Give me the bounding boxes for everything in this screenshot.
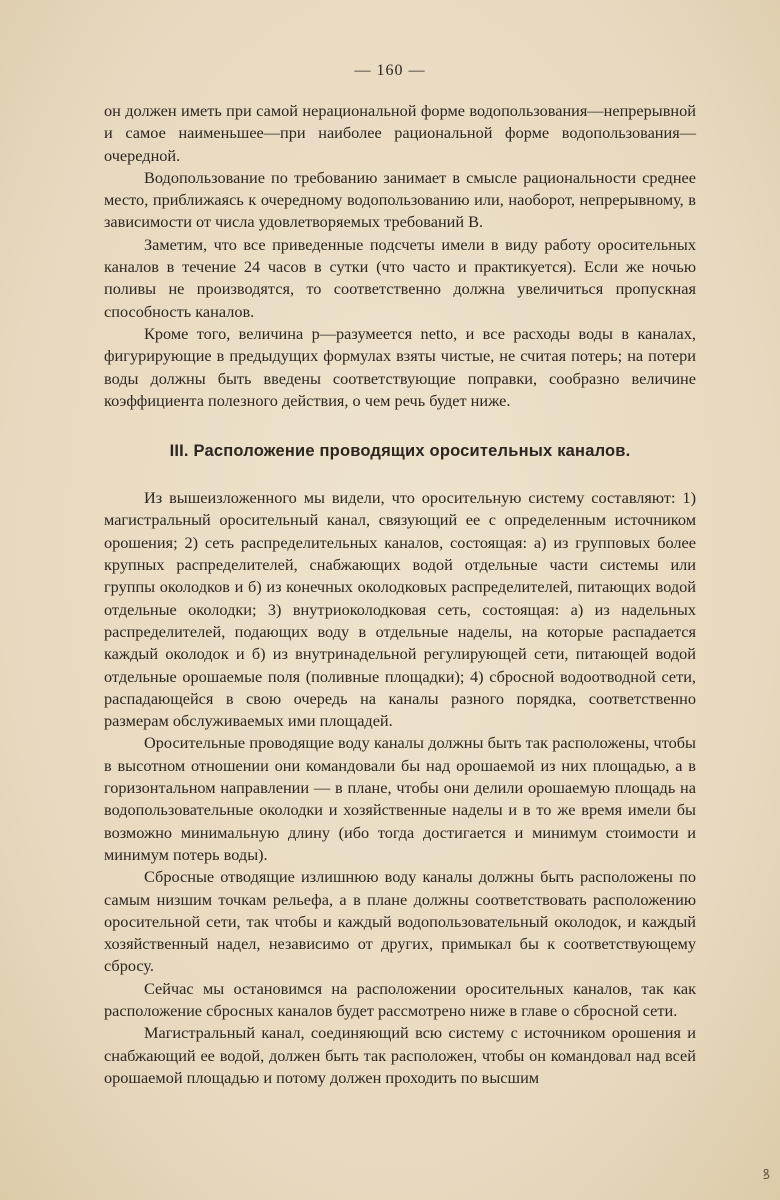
- paragraph-7: Сбросные отводящие излишнюю воду каналы должны быть расположены по самым низшим точкам рельефа, а в плане должны соответствовать расположению оросительной сети, так чтобы и каждый водопользовательный околодок, и каждый хозяйственный надел, независимо от других, примыкал бы к соответствующему сбросу.: [104, 867, 696, 976]
- paragraph-3: Заметим, что все приведенные подсчеты имели в виду работу оросительных каналов в течение 24 часов в сутки (что часто и практикуется). Если же ночью поливы не производятся, то соответственно должна увеличиться пропускная способность каналов.: [104, 234, 696, 321]
- paragraph-9: Магистральный канал, соединяющий всю систему с источником орошения и снабжающий ее водой, должен быть так расположен, чтобы он командовал над всей орошаемой площадью и потому должен проходить по высшим: [104, 1023, 696, 1087]
- paragraph-6: Оросительные проводящие воду каналы должны быть так расположены, чтобы в высотном отношении они командовали бы над орошаемой из них площадью, а в горизонтальном направлении — в плане, чтобы они делили орошаемую площадь на водопользовательные околодки и хозяйственные наделы и в то же время имели бы возможно минимальную длину (ибо тогда достигается и минимум стоимости и минимум потерь воды).: [104, 733, 696, 864]
- paragraph-2: Водопользование по требованию занимает в смысле рациональности среднее место, приближаясь к очередному водопользованию или, наоборот, непрерывному, в зависимости от числа удовлетворяемых требований В.: [104, 167, 696, 232]
- paragraph-4: Кроме того, величина p—разумеется netto, и все расходы воды в каналах, фигурирующие в предыдущих формулах взяты чистые, не считая потерь; на потери воды должны быть введены соответствующие поправки, сообразно величине коэффициента полезного действия, о чем речь будет ниже.: [104, 323, 696, 410]
- page-body: [104, 100, 696, 1089]
- paragraph-5: Из вышеизложенного мы видели, что оросительную систему составляют: 1) магистральный оросительный канал, связующий ее с определенным источником орошения; 2) сеть распределительных каналов, состоящая: а) из групповых более крупных распределителей, снабжающих водой отдельные части системы или группы околодков и б) из конечных околодковых распределителей, питающих водой отдельные околодки; 3) внутриоколодковая сеть, состоящая: а) из надельных распределителей, подающих воду в отдельные наделы, на которые распадается каждый околодок и б) из внутринадельной регулирующей сети, питающей водой отдельные орошаемые поля (поливные площадки); 4) сбросной водоотводной сети, распадающейся в свою очередь на каналы разного порядка, соответственно размерам обслуживаемых ими площадей.: [104, 488, 696, 731]
- section-heading: III. Расположение проводящих оросительных каналов.: [169, 442, 631, 461]
- paragraph-1: он должен иметь при самой нерациональной форме водопользования—непрерывной и самое наименьшее—при наиболее рациональной форме водопользования—очередной.: [104, 101, 696, 165]
- page-number: — 160 —: [354, 62, 426, 79]
- edge-mark-icon: ꝸ: [762, 1168, 770, 1183]
- paragraph-8: Сейчас мы остановимся на расположении оросительных каналов, так как расположение сбросных каналов будет рассмотрено ниже в главе о сбросной сети.: [104, 978, 696, 1020]
